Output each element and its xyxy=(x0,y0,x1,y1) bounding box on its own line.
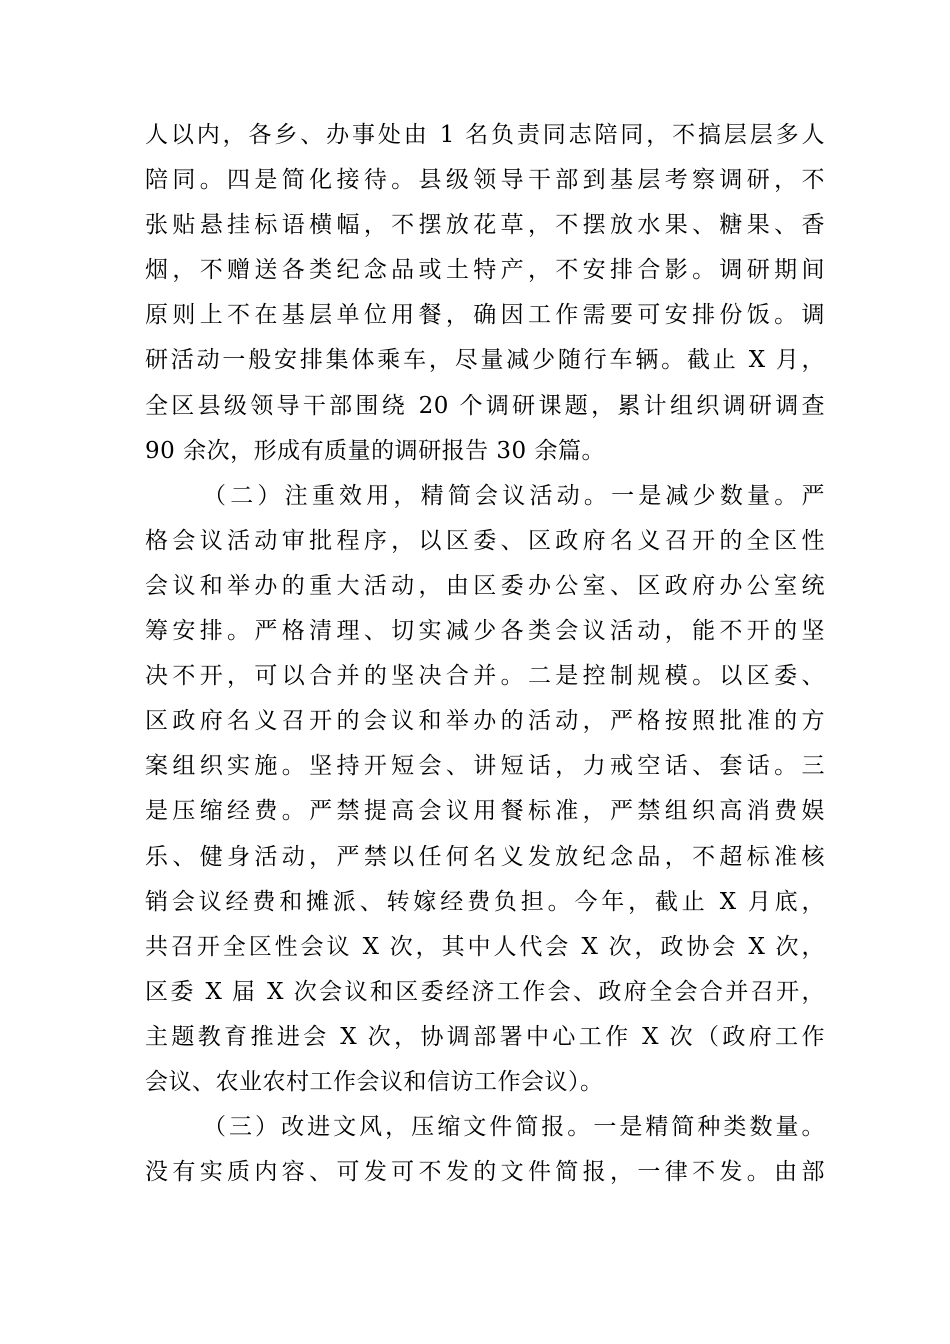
text-line: 格会议活动审批程序，以区委、区政府名义召开的全区性 xyxy=(145,527,825,554)
text-line: 烟，不赠送各类纪念品或土特产，不安排合影。调研期间 xyxy=(145,257,825,284)
text-line: 张贴悬挂标语横幅，不摆放花草，不摆放水果、糖果、香 xyxy=(145,212,825,239)
text-line: 人以内，各乡、办事处由 1 名负责同志陪同，不搞层层多人 xyxy=(145,122,825,148)
text-line: 原则上不在基层单位用餐，确因工作需要可安排份饭。调 xyxy=(145,302,825,329)
text-line: 区政府名义召开的会议和举办的活动，严格按照批准的方 xyxy=(145,708,825,735)
text-line: 会议和举办的重大活动，由区委办公室、区政府办公室统 xyxy=(145,572,825,599)
text-line: 会议、农业农村工作会议和信访工作会议）。 xyxy=(145,1068,604,1095)
text-line: 没有实质内容、可发可不发的文件简报，一律不发。由部 xyxy=(145,1159,825,1186)
text-line: 筹安排。严格清理、切实减少各类会议活动，能不开的坚 xyxy=(145,618,825,645)
text-line: 决不开，可以合并的坚决合并。二是控制规模。以区委、 xyxy=(145,663,825,690)
body-text xyxy=(145,113,825,1195)
text-line: 主题教育推进会 X 次，协调部署中心工作 X 次（政府工作 xyxy=(145,1023,825,1050)
section-heading-line: （二）注重效用，精简会议活动。一是减少数量。严 xyxy=(203,482,825,509)
text-line: 区委 X 届 X 次会议和区委经济工作会、政府全会合并召开， xyxy=(145,978,825,1005)
text-line: 全区县级领导干部围绕 20 个调研课题，累计组织调研调查 xyxy=(145,392,825,419)
section-heading-line: （三）改进文风，压缩文件简报。一是精简种类数量。 xyxy=(203,1114,825,1141)
text-line: 90 余次，形成有质量的调研报告 30 余篇。 xyxy=(145,437,605,464)
text-line: 陪同。四是简化接待。县级领导干部到基层考察调研，不 xyxy=(145,167,825,194)
text-line: 研活动一般安排集体乘车，尽量减少随行车辆。截止 X 月， xyxy=(145,347,825,374)
text-line: 乐、健身活动，严禁以任何名义发放纪念品，不超标准核 xyxy=(145,843,825,870)
text-line: 共召开全区性会议 X 次，其中人代会 X 次，政协会 X 次， xyxy=(145,933,825,960)
text-line: 案组织实施。坚持开短会、讲短话，力戒空话、套话。三 xyxy=(145,753,825,780)
text-line: 是压缩经费。严禁提高会议用餐标准，严禁组织高消费娱 xyxy=(145,798,825,825)
text-line: 销会议经费和摊派、转嫁经费负担。今年，截止 X 月底， xyxy=(145,888,825,915)
